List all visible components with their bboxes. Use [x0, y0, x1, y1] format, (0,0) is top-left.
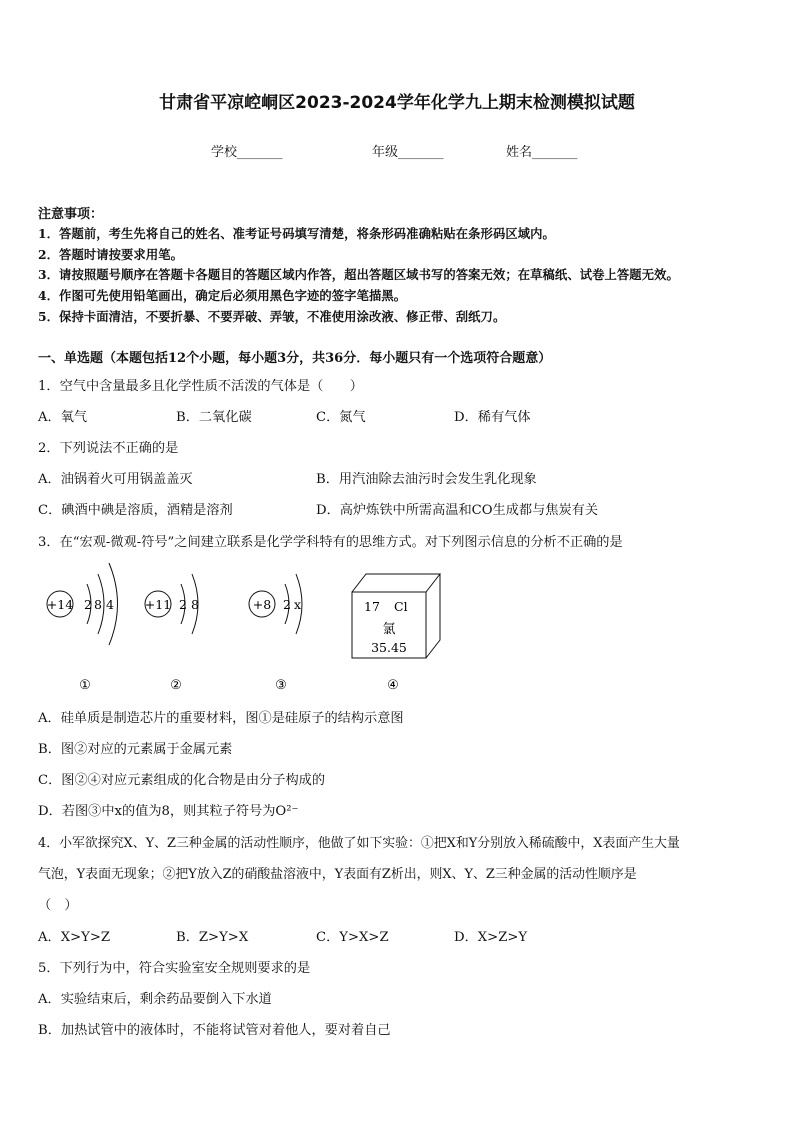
school-label: 学校 [211, 145, 238, 160]
figure-label: ① [79, 678, 91, 693]
figure-label: ② [170, 678, 182, 693]
school-blank: _______ [237, 145, 283, 160]
element-symbol: Cl [394, 599, 408, 614]
grade-label: 年级 [372, 145, 399, 160]
q1-option-c: C．氮气 [316, 410, 366, 425]
q3-option-d: D．若图③中x的值为8，则其粒子符号为O²⁻ [38, 804, 299, 819]
atom-3-nucleus: +8 [252, 597, 272, 612]
atom-2-electron: 8 [191, 597, 199, 612]
notice-item: 5．保持卡面清洁，不要折暴、不要弄破、弄皱，不准使用涂改液、修正带、刮纸刀。 [38, 309, 506, 324]
q1-option-b: B．二氧化碳 [176, 410, 252, 425]
q5-option-a: A．实验结束后，剩余药品要倒入下水道 [38, 992, 272, 1007]
name-blank: _______ [532, 145, 578, 160]
atom-1-electron: 8 [94, 597, 102, 612]
q4-option-b: B．Z>Y>X [176, 930, 249, 945]
q1-option-d: D．稀有气体 [454, 410, 531, 425]
q1-option-a: A．氧气 [38, 410, 88, 425]
q2-option-b: B．用汽油除去油污时会发生乳化现象 [316, 472, 537, 487]
figure-label: ③ [275, 678, 287, 693]
question-3-figure [30, 555, 470, 695]
notice-item: 4．作图可先使用铅笔画出，确定后必须用黑色字迹的签字笔描黑。 [38, 288, 407, 303]
element-tile-top [352, 574, 440, 592]
exam-title: 甘肃省平凉崆峒区2023-2024学年化学九上期末检测模拟试题 [159, 93, 635, 113]
question-4-stem-line-1: 4．小军欲探究X、Y、Z三种金属的活动性顺序，他做了如下实验：①把X和Y分别放入稀硫酸中，X表面产生大量 [38, 836, 680, 851]
question-5-stem: 5．下列行为中，符合实验室安全规则要求的是 [38, 961, 311, 976]
q3-option-c: C．图②④对应元素组成的化合物是由分子构成的 [38, 773, 326, 788]
q4-option-a: A．X>Y>Z [38, 930, 111, 945]
atom-3-electron: x [294, 597, 302, 612]
notice-item: 3．请按照题号顺序在答题卡各题目的答题区域内作答，超出答题区域书写的答案无效；在草稿纸、试卷上答题无效。 [38, 267, 679, 282]
q2-option-a: A．油锅着火可用锅盖盖灭 [38, 472, 193, 487]
figure-label: ④ [387, 678, 399, 693]
question-4-stem-line-2: 气泡，Y表面无现象；②把Y放入Z的硝酸盐溶液中，Y表面有Z析出，则X、Y、Z三种金属的活动性顺序是 [38, 867, 637, 882]
notice-heading: 注意事项： [38, 207, 104, 222]
question-1-stem: 1．空气中含量最多且化学性质不活泼的气体是（ ） [38, 379, 363, 394]
atom-1-electron: 2 [84, 597, 92, 612]
q3-option-b: B．图②对应的元素属于金属元素 [38, 742, 233, 757]
atom-2-electron: 2 [179, 597, 187, 612]
notice-item: 1．答题前，考生先将自己的姓名、准考证号码填写清楚，将条形码准确粘贴在条形码区域内。 [38, 226, 555, 241]
q5-option-b: B．加热试管中的液体时，不能将试管对着他人，要对着自己 [38, 1023, 391, 1038]
notice-item: 2．答题时请按要求用笔。 [38, 247, 184, 262]
q2-option-d: D．高炉炼铁中所需高温和CO生成都与焦炭有关 [316, 503, 599, 518]
element-number: 17 [364, 599, 380, 614]
element-tile-side [426, 574, 440, 658]
q3-option-a: A．硅单质是制造芯片的重要材料，图①是硅原子的结构示意图 [38, 711, 404, 726]
q2-option-c: C．碘酒中碘是溶质，酒精是溶剂 [38, 503, 233, 518]
grade-field [372, 141, 444, 160]
q4-option-d: D．X>Z>Y [454, 930, 528, 945]
question-3-stem: 3．在“宏观-微观-符号”之间建立联系是化学学科特有的思维方式。对下列图示信息的分析不正确的是 [38, 535, 623, 550]
question-4-stem-line-3: （ ） [38, 898, 78, 913]
school-field [211, 141, 283, 160]
name-field [506, 141, 578, 160]
atom-2-nucleus: +11 [144, 597, 172, 612]
question-2-stem: 2．下列说法不正确的是 [38, 441, 179, 456]
name-label: 姓名 [506, 145, 533, 160]
atom-1-nucleus: +14 [46, 597, 74, 612]
q4-option-c: C．Y>X>Z [316, 930, 389, 945]
grade-blank: _______ [398, 145, 444, 160]
element-name: 氯 [382, 622, 396, 637]
atom-1-electron: 4 [106, 597, 114, 612]
atom-3-electron: 2 [283, 597, 291, 612]
element-mass: 35.45 [371, 640, 407, 655]
section-heading: 一、单选题（本题包括12个小题，每小题3分，共36分．每小题只有一个选项符合题意） [38, 351, 552, 366]
